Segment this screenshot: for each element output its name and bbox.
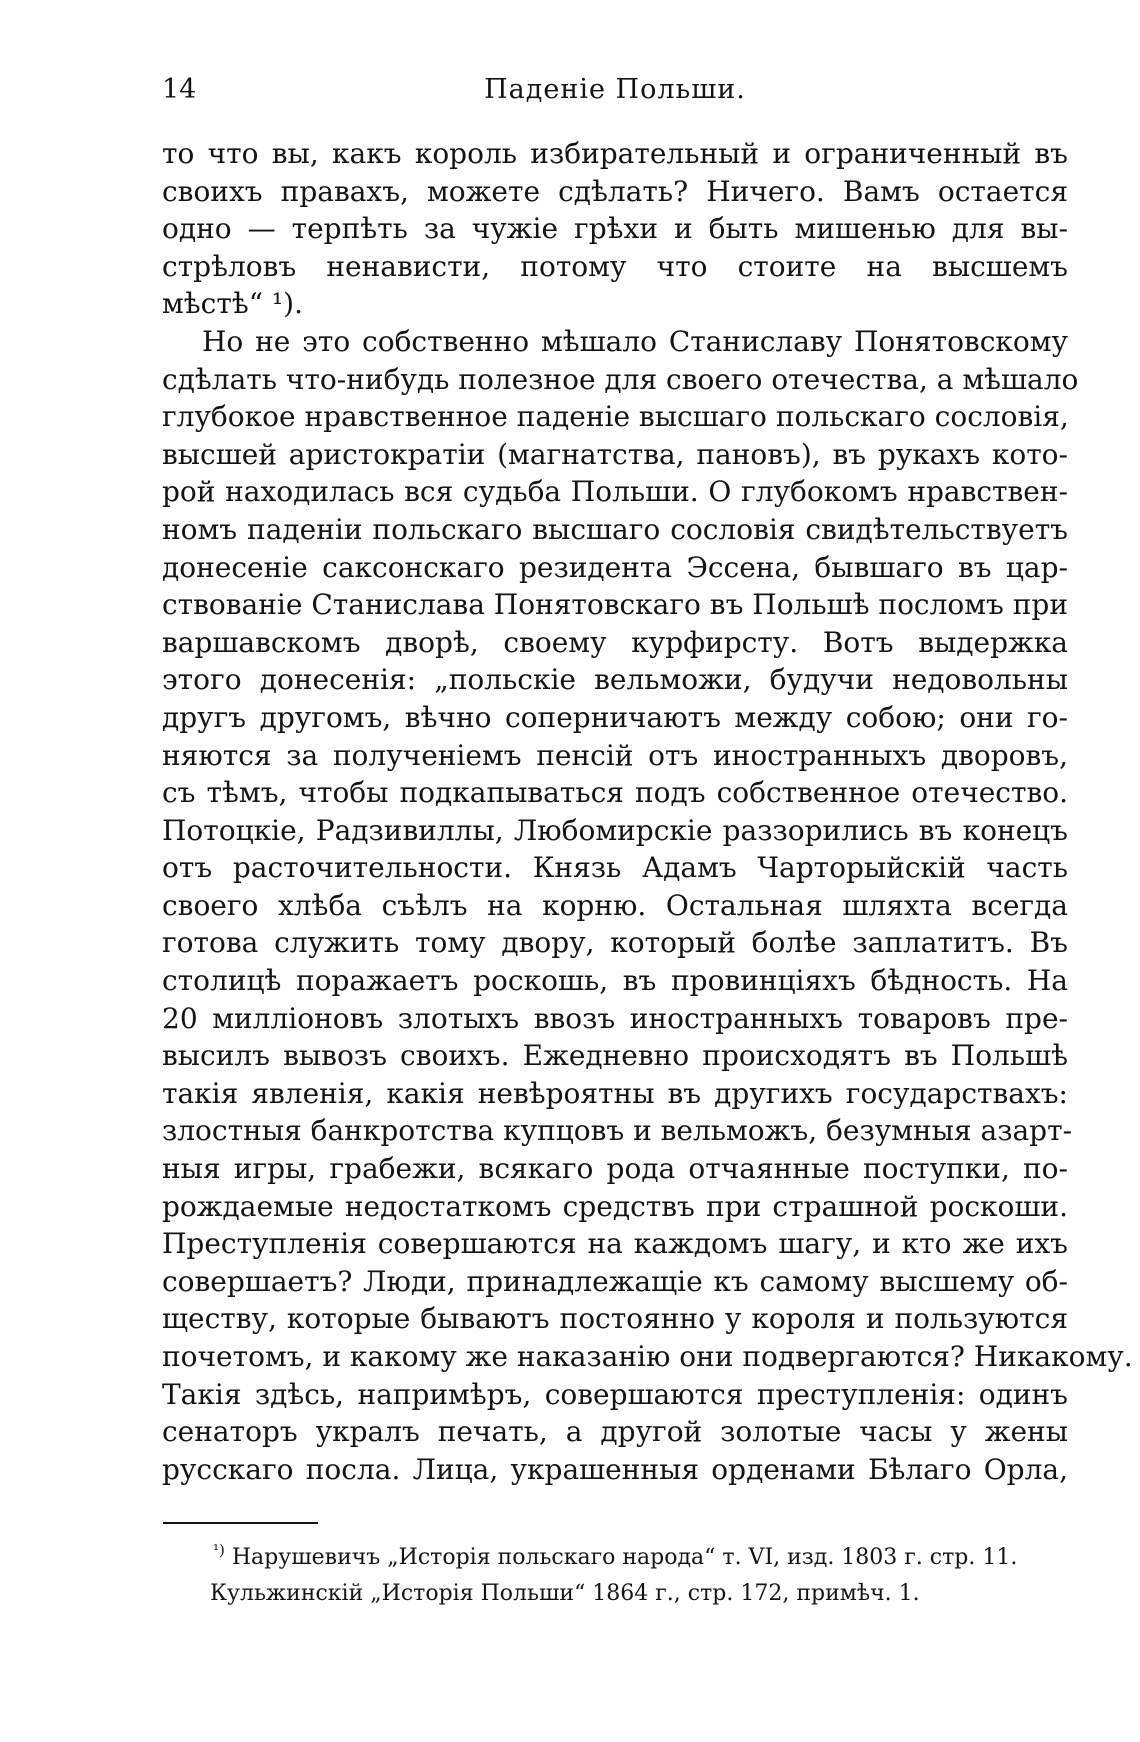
- text-line: одно — терпѣть за чужіе грѣхи и быть мишенью для вы-: [162, 212, 1068, 246]
- text-line: ществу, которые бываютъ постоянно у короля и пользуются: [162, 1302, 1068, 1336]
- text-line: глубокое нравственное паденіе высшаго польскаго сословія,: [162, 400, 1069, 434]
- footnote-divider: [163, 1522, 318, 1524]
- footnote-line-2: Кульжинскій „Исторія Польши“ 1864 г., стр. 172, примѣч. 1.: [210, 1581, 920, 1606]
- text-line: сенаторъ укралъ печать, а другой золотые часы у жены: [162, 1415, 1068, 1449]
- text-line: Но не это собственно мѣшало Станиславу Понятовскому: [202, 324, 1068, 358]
- footnote-marker: ¹): [213, 1541, 225, 1559]
- text-line: почетомъ, и какому же наказанію они подвергаются? Никакому.: [162, 1340, 1133, 1373]
- running-title: Паденіе Польши.: [484, 74, 746, 105]
- body-text: [162, 135, 1133, 1488]
- text-line: рой находилась вся судьба Польши. О глубокомъ нравствен-: [162, 475, 1068, 509]
- text-line: этого донесенія: „польскіе вельможи, будучи недовольны: [162, 663, 1068, 697]
- text-line: другъ другомъ, вѣчно соперничаютъ между собою; они го-: [162, 700, 1068, 734]
- text-line: номъ паденіи польскаго высшаго сословія свидѣтельствуетъ: [162, 512, 1068, 546]
- footnote-line-1: [213, 1540, 1063, 1576]
- text-line: мѣстѣ“ ¹).: [162, 287, 303, 321]
- text-line: 20 милліоновъ злотыхъ ввозъ иностранныхъ товаровъ пре-: [162, 1001, 1068, 1035]
- text-line: стрѣловъ ненависти, потому что стоите на высшемъ: [162, 249, 1068, 283]
- text-line: няются за полученіемъ пенсій отъ иностранныхъ дворовъ,: [162, 738, 1068, 772]
- text-line: Такія здѣсь, напримѣръ, совершаются преступленія: одинъ: [162, 1377, 1068, 1411]
- text-line: высилъ вывозъ своихъ. Ежедневно происходятъ въ Польшѣ: [162, 1039, 1068, 1073]
- text-line: донесеніе саксонскаго резидента Эссена, бывшаго въ цар-: [162, 550, 1068, 584]
- text-line: высшей аристократіи (магнатства, пановъ), въ рукахъ кото-: [162, 437, 1068, 471]
- paragraph-main: [162, 323, 1133, 1488]
- footnote-text-1: Нарушевичъ „Исторія польскаго народа“ т. VI, изд. 1803 г. стр. 11.: [231, 1545, 1018, 1570]
- text-line: рождаемые недостаткомъ средствъ при страшной роскоши.: [162, 1189, 1068, 1223]
- text-line: варшавскомъ дворѣ, своему курфирсту. Вотъ выдержка: [162, 625, 1068, 659]
- text-line: Преступленія совершаются на каждомъ шагу, и кто же ихъ: [162, 1227, 1068, 1261]
- text-line: такія явленія, какія невѣроятны въ другихъ государствахъ:: [162, 1076, 1068, 1110]
- text-line: сдѣлать что-нибудь полезное для своего отечества, а мѣшало: [162, 362, 1079, 396]
- text-line: злостныя банкротства купцовъ и вельможъ, безумныя азарт-: [162, 1114, 1073, 1148]
- paragraph-continuation: [162, 135, 1068, 323]
- text-line: ствованіе Станислава Понятовскаго въ Польшѣ посломъ при: [162, 588, 1068, 622]
- text-line: отъ расточительности. Князь Адамъ Чарторыйскій часть: [162, 851, 1068, 885]
- running-head: [162, 70, 1068, 110]
- footnotes: [210, 1540, 1063, 1612]
- text-line: совершаетъ? Люди, принадлежащіе къ самому высшему об-: [162, 1264, 1068, 1298]
- text-line: своихъ правахъ, можете сдѣлать? Ничего. Вамъ остается: [162, 174, 1068, 208]
- text-line: своего хлѣба съѣлъ на корню. Остальная шляхта всегда: [162, 888, 1068, 922]
- text-line: Потоцкіе, Радзивиллы, Любомирскіе раззорились въ конецъ: [162, 813, 1068, 847]
- text-line: русскаго посла. Лица, украшенныя орденами Бѣлаго Орла,: [162, 1452, 1068, 1486]
- text-line: готова служить тому двору, который болѣе заплатитъ. Въ: [162, 926, 1068, 960]
- text-line: съ тѣмъ, чтобы подкапываться подъ собственное отечество.: [162, 776, 1068, 810]
- text-line: то что вы, какъ король избирательный и ограниченный въ: [162, 137, 1068, 170]
- page-number: 14: [162, 74, 197, 105]
- text-line: столицѣ поражаетъ роскошь, въ провинціяхъ бѣдность. На: [162, 964, 1068, 998]
- text-line: ныя игры, грабежи, всякаго рода отчаянные поступки, по-: [162, 1152, 1068, 1186]
